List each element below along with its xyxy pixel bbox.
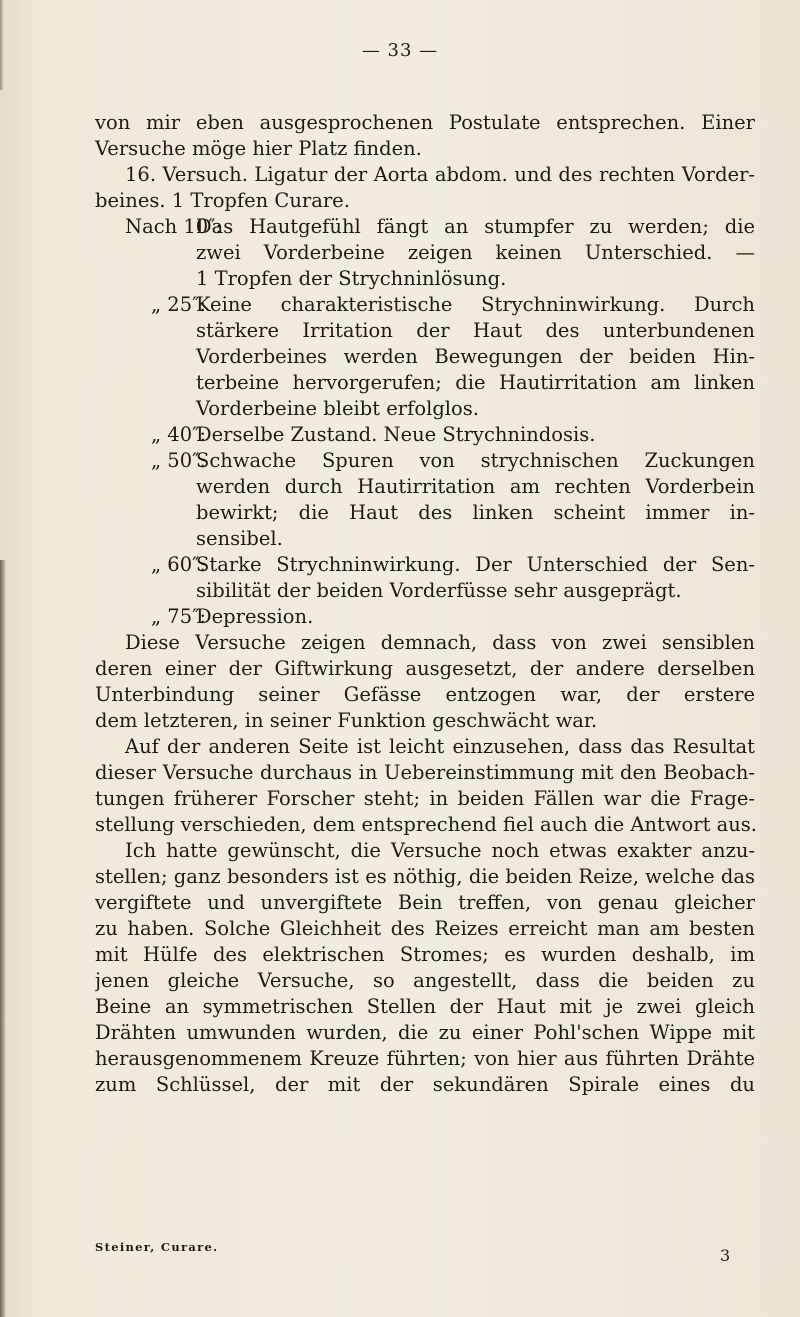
experiment-heading-cont: beines. 1 Tropfen Curare. bbox=[95, 189, 350, 212]
body-text bbox=[95, 110, 755, 1098]
text-line: tungen früherer Forscher steht; in beiden Fällen war die Frage- bbox=[95, 787, 755, 810]
text-line: mit Hülfe des elektrischen Stromes; es wurden deshalb, im bbox=[95, 943, 755, 966]
page-number: — 33 — bbox=[361, 40, 439, 61]
entry-text: sibilität der beiden Vorderfüsse sehr ausgeprägt. bbox=[196, 579, 682, 602]
entry-text: Vorderbeine bleibt erfolglos. bbox=[196, 397, 479, 420]
text-line: zum Schlüssel, der mit der sekundären Spirale eines du bbox=[95, 1073, 755, 1096]
entry-text: stärkere Irritation der Haut des unterbundenen bbox=[196, 319, 755, 342]
entry-text: sensibel. bbox=[196, 527, 283, 550]
entry-text: Derselbe Zustand. Neue Strychnindosis. bbox=[196, 423, 596, 446]
text-line: dieser Versuche durchaus in Uebereinstimmung mit den Beobach- bbox=[95, 761, 755, 784]
time-label: „ 25″: bbox=[151, 293, 206, 316]
text-line: Versuche möge hier Platz finden. bbox=[95, 137, 422, 160]
entry-text: werden durch Hautirritation am rechten Vorderbein bbox=[196, 475, 755, 498]
entry-text: 1 Tropfen der Strychninlösung. bbox=[196, 267, 507, 290]
text-line: Beine an symmetrischen Stellen der Haut mit je zwei gleich bbox=[95, 995, 755, 1018]
text-line: Diese Versuche zeigen demnach, dass von zwei sensiblen bbox=[125, 631, 755, 654]
text-line: stellen; ganz besonders ist es nöthig, die beiden Reize, welche das bbox=[95, 865, 755, 888]
time-label: „ 75″: bbox=[151, 605, 206, 628]
entry-text: Depression. bbox=[196, 605, 314, 628]
protocol-entry bbox=[95, 604, 755, 630]
printer-signature: Steiner, Curare. bbox=[95, 1240, 219, 1254]
experiment-heading: 16. Versuch. Ligatur der Aorta abdom. und des rechten Vorder- bbox=[125, 163, 755, 186]
text-line: Ich hatte gewünscht, die Versuche noch etwas exakter anzu- bbox=[125, 839, 755, 862]
time-label: Nach 10″: bbox=[125, 215, 223, 238]
text-line: deren einer der Giftwirkung ausgesetzt, der andere derselben bbox=[95, 657, 755, 680]
time-label: „ 60″: bbox=[151, 553, 206, 576]
text-line: stellung verschieden, dem entsprechend fiel auch die Antwort aus. bbox=[95, 813, 757, 836]
text-line: Drähten umwunden wurden, die zu einer Pohl'schen Wippe mit bbox=[95, 1021, 755, 1044]
protocol-entry bbox=[95, 552, 755, 578]
entry-text: terbeine hervorgerufen; die Hautirritation am linken bbox=[196, 371, 755, 394]
entry-text: bewirkt; die Haut des linken scheint immer in- bbox=[196, 501, 755, 524]
protocol-entry bbox=[95, 448, 755, 474]
entry-text: Das Hautgefühl fängt an stumpfer zu werden; die bbox=[196, 215, 755, 238]
text-line: zu haben. Solche Gleichheit des Reizes erreicht man am besten bbox=[95, 917, 755, 940]
text-line: von mir eben ausgesprochenen Postulate entsprechen. Einer bbox=[95, 111, 755, 134]
page-edge-shadow bbox=[0, 560, 6, 1317]
protocol-entry bbox=[95, 214, 755, 240]
entry-text: Vorderbeines werden Bewegungen der beiden Hin- bbox=[196, 345, 755, 368]
text-line: vergiftete und unvergiftete Bein treffen, von genau gleicher bbox=[95, 891, 755, 914]
sheet-number: 3 bbox=[720, 1246, 731, 1265]
time-label: „ 40″: bbox=[151, 423, 206, 446]
protocol-entry bbox=[95, 422, 755, 448]
text-line: Unterbindung seiner Gefässe entzogen war, der erstere bbox=[95, 683, 755, 706]
entry-text: zwei Vorderbeine zeigen keinen Unterschied. — bbox=[196, 241, 755, 264]
text-line: jenen gleiche Versuche, so angestellt, dass die beiden zu bbox=[95, 969, 755, 992]
text-line: herausgenommenem Kreuze führten; von hier aus führten Drähte bbox=[95, 1047, 755, 1070]
text-line: dem letzteren, in seiner Funktion geschwächt war. bbox=[95, 709, 598, 732]
entry-text: Schwache Spuren von strychnischen Zuckungen bbox=[196, 449, 755, 472]
time-label: „ 50″: bbox=[151, 449, 206, 472]
entry-text: Starke Strychninwirkung. Der Unterschied der Sen- bbox=[196, 553, 755, 576]
protocol-entry bbox=[95, 292, 755, 318]
entry-text: Keine charakteristische Strychninwirkung. Durch bbox=[196, 293, 755, 316]
text-line: Auf der anderen Seite ist leicht einzusehen, dass das Resultat bbox=[125, 735, 755, 758]
